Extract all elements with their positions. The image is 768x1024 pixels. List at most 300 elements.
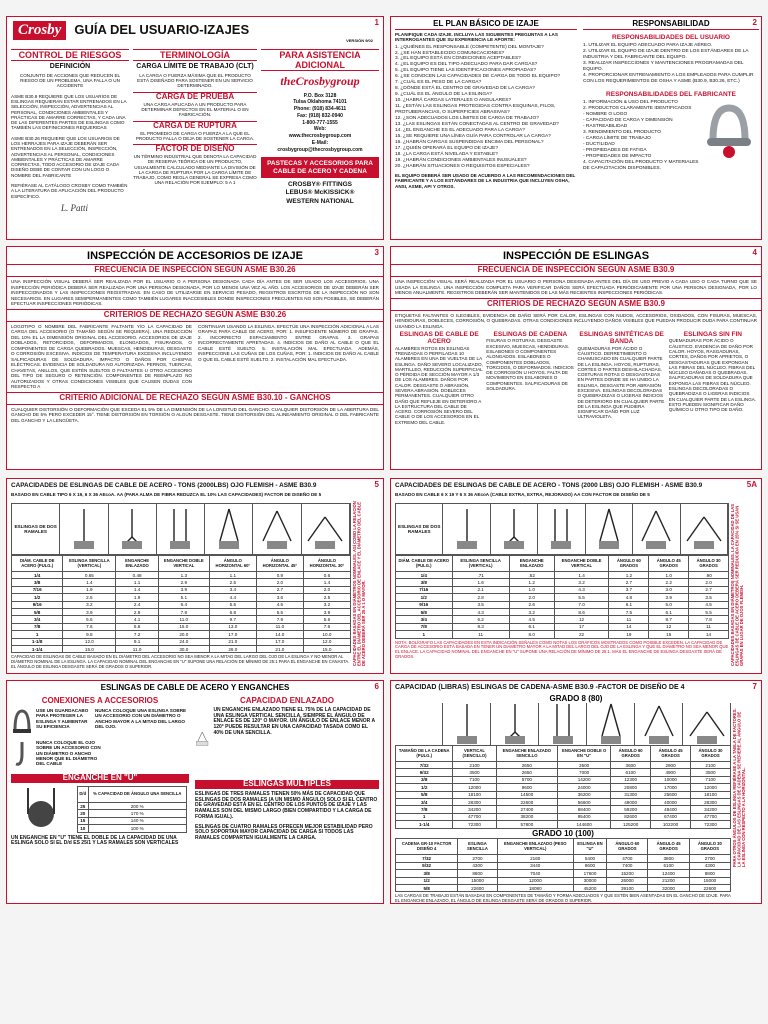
capacity-table <box>11 555 351 653</box>
table-cell: 12400 <box>648 870 689 877</box>
table-cell: 140 % <box>88 817 186 824</box>
table-cell: 1.2 <box>509 579 554 586</box>
table-cell: 24.0 <box>158 638 209 645</box>
column-header: ENGANCHE ENLAZADO SENCILLO <box>496 746 557 762</box>
choker-hitch-icon <box>496 507 532 551</box>
table-cell: 59200 <box>611 806 651 813</box>
table-cell: 102200 <box>651 821 691 828</box>
table-row <box>396 877 731 884</box>
table-cell: 1-1/4 <box>396 821 453 828</box>
table-cell: 3500 <box>558 762 611 769</box>
rejection-heading: CRITERIOS DE RECHAZO SEGÚN ASME B30.26 <box>7 309 383 322</box>
table-cell: 7100 <box>691 776 731 783</box>
table-cell: 30.0 <box>158 645 209 652</box>
hitch-diagram-cell <box>396 504 443 554</box>
hitch-diagram-cell <box>253 504 301 554</box>
table-cell: 7.0 <box>554 601 609 608</box>
two45-hitch-icon <box>641 702 677 746</box>
two60-hitch-icon <box>211 507 247 551</box>
table-cell: 17.0 <box>256 638 303 645</box>
table-header-row <box>396 746 731 762</box>
table-cell: 26000 <box>607 877 648 884</box>
table-cell: 1-1/4 <box>12 645 63 652</box>
table-cell: 7/8 <box>12 623 63 630</box>
table-cell: 48400 <box>651 806 691 813</box>
list-item: 11. ¿ESTÁN LAS ESLINGAS PROTEGIDAS CONTRA ESQUINAS, FILOS, PROTUBERANCIAS, O SUPERFICIES ABRASIVAS? <box>395 104 556 116</box>
table-cell: 9.7 <box>209 616 256 623</box>
term-design-factor: FACTOR DE DISEÑO <box>133 144 257 154</box>
sling-rejection-text: ETIQUETAS FALTANTES O ILEGIBLES, EVIDENCIA DE DAÑO SERÁ POR CALOR, ESLINGAS CON NUDOS, ACCESORIOS, OXIDADOS, CON FISURAS, MUESCAS, HENDIDURAS, DOBLECES, CORROSIÓN, O QUEBRADAS. OTRAS CONDICIONES INCLUYENDO DAÑOS VISIBLES QUE PUEDAN PRODUCIR DUDA PARA CONTINUAR USANDO LA ESLINGA. <box>395 312 757 329</box>
table-cell: 47700 <box>691 813 731 820</box>
column-header: ENGANCHE DOBLE VERTICAL <box>554 556 609 572</box>
table-cell: 0.48 <box>116 572 158 579</box>
lift-plan-title: EL PLAN BÁSICO DE IZAJE <box>395 20 577 30</box>
choker-hitch-icon <box>114 507 150 551</box>
table-cell: 12000 <box>453 784 496 791</box>
table-cell: 6.4 <box>158 601 209 608</box>
table-cell: 7000 <box>558 769 611 776</box>
table-cell: 2.9 <box>116 608 158 615</box>
side-note: CAPACIDADES BASADAS EN DIÁMETROS NOMINALES. LA CAPACIDAD DE LAS ESLINGAS DE CABLE DE ACERO DEBERÁ SER REDUCIDA EN 25% SI SE USAN GRAPAS EN LUGAR DE OJOS FLEMISH. <box>730 503 745 666</box>
column-heading: ESLINGAS SIN FIN <box>683 331 742 339</box>
table-cell: 6.2 <box>452 616 509 623</box>
column-header: ÁNGULO 30 GRADOS <box>689 556 729 572</box>
shackle-image <box>703 100 755 162</box>
table-cell: 5.5 <box>689 608 729 615</box>
table-row <box>396 769 731 776</box>
column-header: CADENA GR-10 FACTOR DISEÑO 4 <box>396 839 458 855</box>
list-item: 2. ¿SE HAN ESTABLECIDO COMUNICACIONES? <box>395 50 505 56</box>
table-cell: 7.8 <box>158 608 209 615</box>
hitch-diagram-cell <box>12 504 60 554</box>
table-cell: 9600 <box>496 784 557 791</box>
table-cell: 12.0 <box>63 638 116 645</box>
table-cell: 1.0 <box>509 586 554 593</box>
address-line: Tulsa Oklahoma 74101 <box>293 99 347 106</box>
shackle-icon <box>703 100 755 162</box>
table-cell: 5.0 <box>649 601 689 608</box>
table-cell: 11.0 <box>116 645 158 652</box>
table-row <box>12 623 351 630</box>
table-cell: 5.6 <box>303 616 350 623</box>
assistance-heading: PARA ASISTENCIA ADICIONAL <box>261 49 379 71</box>
list-item: 13. ¿LAS ESLINGAS ESTÁN CONECTADAS AL CENTRO DE GRAVEDAD? <box>395 122 559 128</box>
table-cell: 67400 <box>651 813 691 820</box>
shackle-icon <box>11 708 33 738</box>
column-header: ÁNGULO 60 GRADOS <box>611 746 651 762</box>
table-cell: 5.1 <box>158 594 209 601</box>
table-header-row <box>12 556 351 572</box>
table-row <box>78 810 187 817</box>
hitch-diagram-cell <box>443 703 491 745</box>
hitch-diagram-cell <box>109 504 157 554</box>
manufacturer-responsibilities-heading: RESPONSABILIDADES DEL FABRICANTE <box>606 91 736 99</box>
table-cell: 5/8 <box>396 885 458 892</box>
column-header: ENGANCHE ENLAZADO <box>509 556 554 572</box>
table-row <box>396 885 731 892</box>
vertical-hitch-icon <box>66 507 102 551</box>
table-row <box>12 616 351 623</box>
table-cell: 170 % <box>88 810 186 817</box>
table-cell: 7400 <box>607 862 648 869</box>
thimble-note: USE UN GUARDACABO PARA PROTEGER LA ESLINGA Y AUMENTAR SU EFICIENCIA <box>36 707 89 729</box>
phone: Phone: (918) 834-4611 <box>293 106 347 113</box>
table-row <box>396 784 731 791</box>
table-row <box>12 579 351 586</box>
table-cell: 5/8 <box>396 608 453 615</box>
table-cell: .71 <box>452 572 509 579</box>
column-header: VERTICAL (SENCILLO) <box>453 746 496 762</box>
table-cell: 200 % <box>88 802 186 809</box>
table-cell: 144600 <box>558 821 611 828</box>
hitch-diagram-cell <box>538 504 585 554</box>
table-row <box>396 586 729 593</box>
multiple-slings-text-2: ESLINGAS DE CUATRO RAMALES OFRECEN MEJOR ESTABILIDAD PERO SOLO SOPORTAN MAYOR CAPACIDAD DE CARGA SI TODOS LAS RAMALES COMPARTEN IGUALMENTE LA CARGA. <box>195 823 373 842</box>
table-cell: 2160 <box>497 855 573 862</box>
table-cell: 10.0 <box>303 631 350 638</box>
list-item: 15. ¿SE REQUIERE UNA LÍNEA GUÍA PARA CONTROLAR LA CARGA? <box>395 134 551 140</box>
list-item: 4. ¿EL EQUIPO ES DEL TIPO ADECUADO PARA DAR CARGAS? <box>395 62 538 68</box>
table-cell: 2700 <box>689 855 730 862</box>
hitch-diagrams <box>11 503 351 555</box>
table-cell: 40000 <box>651 798 691 805</box>
table-row <box>78 817 187 824</box>
term-clt: CARGA LÍMITE DE TRABAJO (CLT) <box>136 63 254 71</box>
table-cell: 6100 <box>611 769 651 776</box>
basket-hitch-icon <box>543 507 579 551</box>
table-cell: 7.8 <box>689 616 729 623</box>
table-cell: 5700 <box>496 776 557 783</box>
lift-plan-intro: PLANIFIQUE CADA IZAJE. INCLUYA LAS SIGUIENTES PREGUNTAS A LAS INTERROGANTES QUE SU EXPERIENCIA LE APORTE: <box>395 31 558 43</box>
column-header: % CAPACIDAD DE ÁNGULO UNA SENCILLA <box>88 786 186 802</box>
hitch-diagram-cell <box>587 703 635 745</box>
table-cell: 47700 <box>453 813 496 820</box>
table-cell: 4900 <box>651 769 691 776</box>
table-cell: 3.9 <box>303 608 350 615</box>
table-cell: 21.0 <box>256 645 303 652</box>
column-header: ÁNGULO 60 GRADOS <box>607 839 648 855</box>
hitch-diagram-cell <box>635 703 683 745</box>
eye-width-note: NUNCA COLOQUE UNA ESLINGA SOBRE UN ACCESORIO CON UN DIÁMETRO O ANCHO MAYOR A LA MITAD DEL LARGO DEL OJO. <box>95 707 187 729</box>
fitting-inspection-title: INSPECCIÓN DE ACCESORIOS DE IZAJE <box>87 250 303 262</box>
panel-1-user-guide <box>6 16 384 240</box>
panel-5a-wire-rope-capacity <box>390 478 762 674</box>
panel-2-lift-plan <box>390 16 762 240</box>
list-item: 19. ¿HABRÁN CONDICIONES AMBIENTALES INUSUALES? <box>395 158 527 164</box>
u-hitch-heading: ENGANCHE EN "U" <box>11 774 189 783</box>
hitch-diagram-cell <box>586 504 633 554</box>
list-item: 3. RENDIMIENTO DEL PRODUCTO <box>583 130 662 136</box>
column-header: DIÁM. CABLE DE ACERO (PULG.) <box>396 556 453 572</box>
table-cell: 3.6 <box>256 594 303 601</box>
list-item: 17. ¿QUIÉN OPERARÁ EL EQUIPO DE IZAJE? <box>395 146 498 152</box>
table-cell: 22600 <box>689 885 730 892</box>
side-note: PARA OTROS ÁNGULOS DE ESLINGA REFIÉRASE A LA TABLA DE FACTORES. LA CAPACIDAD DE LAS ESLINGAS DE CADENA SE REFIERE AL ÁNGULO DE LA ESLINGA CON RESPECTO A LA HORIZONTAL. <box>732 708 747 867</box>
table-row <box>12 594 351 601</box>
table-cell: 17600 <box>573 870 606 877</box>
table-cell: 2650 <box>496 762 557 769</box>
address-line: P.O. Box 3128 <box>303 92 337 99</box>
column-header: TAMAÑO DE LA CADENA (PULG.) <box>396 746 453 762</box>
list-item: - CARGA LÍMITE DE TRABAJO <box>583 136 651 142</box>
table-cell: 7/16 <box>12 586 63 593</box>
table-cell: 21.0 <box>209 638 256 645</box>
table-cell: 13.0 <box>209 623 256 630</box>
risk-paragraph-3: REFIÉRASE AL CATÁLOGO CROSBY COMO TAMBIÉN A LA LITERATURA DE APLICACIÓN DEL PRODUCTO ESPECÍFICO. <box>11 182 128 199</box>
hitch-diagram-cell <box>60 504 108 554</box>
column-heading: ESLINGAS DE CABLE DE ACERO <box>399 331 479 346</box>
table-cell: 8.6 <box>554 608 609 615</box>
table-cell: 4300 <box>458 862 497 869</box>
address-block <box>261 93 379 154</box>
table-cell: 2.0 <box>303 586 350 593</box>
page-title: GUÍA DEL USUARIO-IZAJES <box>74 22 250 38</box>
column-header: ENGANCHE ENLAZADO <box>116 556 158 572</box>
table-cell: 3.2 <box>303 601 350 608</box>
column-header: ESLINGA EN "U" <box>573 839 606 855</box>
column-text: QUEMADURAS POR ÁCIDO O CÁUSTICO. DERRETIMIENTO O CHAMUSCADO EN CUALQUIER PARTE DE LA ESLINGA. HOYOS, RUPTURAS, CORTES O PARTES DESHILACHADAS. COSTURAS ROTAS O DESGASTADAS EN PARTES DONDE SE HA UNIDO LA ESLINGA. DESGASTE POR ABRASIÓN EXCESIVA. ESLINGAS DECOLORADAS O QUEBRADIZAS O LIGERAS INDICIOS DE DETERIORO EN CUALQUIER PARTE DE LA ESLINGA QUE PUDIERA SIGNIFICAR DAÑO POR LUZ ULTRAVIOLETA. <box>577 345 665 420</box>
table-cell: 17.0 <box>209 631 256 638</box>
table-cell: 2100 <box>691 762 731 769</box>
table-cell: 2700 <box>458 855 497 862</box>
table-cell: 2650 <box>496 769 557 776</box>
table-cell: 6.8 <box>209 608 256 615</box>
chain-footnote: LAS CARGAS DE TRABAJO ESTÁN BASADAS EN COMPONENTES DE TAMAÑO Y FORMA ADECUADOS Y QUE ESTÉN BIEN ASENTADAS EN EL GANCHO DE IZAJE. PARA EL ENGANCHE ENLAZADO, EL ÁNGULO DE ESLINGA DESGASTE SERÁ DE GRADOS O SUPERIOR. <box>395 893 731 904</box>
table-cell: 18100 <box>453 791 496 798</box>
sling-frequency-text: UNA INSPECCIÓN VISUAL SERÁ REALIZADA POR EL USUARIO O PERSONA DESIGNADA ANTES DEL DÍA DE USO PREVIO A CADA USO O CADA TURNO QUE SE USADA LA ESLINGA. UNA INSPECCIÓN COMPLETA PARA VERIFICAR DAÑOS SERÁ EFECTUADA PERIÓDICAMENTE POR UNA PERSONA DESIGNADA, POR LO MENOS ANUALMENTE. REGISTROS DEBERÁN SER MANTENIDOS DE LAS MÁS RECIENTES INSPECCIONES PERIÓDICAS. <box>395 279 757 296</box>
column-header: ENGANCHE DOBLE VERTICAL <box>158 556 209 572</box>
list-item: 1. UTILIZAR EL EQUIPO ADECUADO PARA IZAJE AÉREO. <box>583 43 713 49</box>
list-item: 4. CAPACITACIÓN DEL PRODUCTO Y MATERIALES DE CAPACITACIÓN DISPONIBLES. <box>583 160 699 172</box>
table-row <box>12 572 351 579</box>
hitch-diagram-cell <box>683 703 731 745</box>
table-cell: 2.5 <box>63 594 116 601</box>
sling-rejection-heading: CRITERIOS DE RECHAZO SEGÚN ASME B30.9 <box>391 298 761 311</box>
panel-5-wire-rope-capacity <box>6 478 384 674</box>
table-cell: 15.0 <box>303 645 350 652</box>
table-cell: .52 <box>509 572 554 579</box>
column-header: ÁNGULO 45 GRADOS <box>651 746 691 762</box>
table-cell: 9/32 <box>396 862 458 869</box>
list-item: - PROPIEDADES DE IMPACTO <box>583 154 652 160</box>
capacity-footnote: CAPACIDAD DE ESLINGAS DE CABLE BASADO EN EL DIÁMETRO DEL ACCESORIO NO SEA MENOR A LA MITAD DEL LARGO DEL OJO DE LA ESLINGA Y NO MENOR AL DIÁMETRO NOMINAL DE LA ESLINGA. LA CAPACIDAD NOMINAL DEL ENGANCHE EN "U" SUPONE UNA RELACIÓN DE MÍNIMO DE 25:1 PARA EL ENGANCHE EN CANASTA. EL ÁNGULO DE ESLINGA DESGASTE SERÁ DE GRADOS O SUPERIOR. <box>11 654 350 669</box>
rejection-text-right: CONTINUAR USANDO LA ESLINGA. EFECTÚE UNA INSPECCIÓN ADICIONAL A LAS GRAPAS PARA CABLE DE ACERO, POR: 1. INSUFICIENTE NÚMERO DE GRAPAS. 2. INCORRECTO ESPACIAMIENTO ENTRE GRAPAS. 3. GRAPAS INCORRECTAMENTE APRETADAS. 4. INDICIOS DE DAÑO AL CABLE O QUE EL CABLE ESTÉ SUELTO. 5. INSTALACIÓN MAL EFECTUADA. ADEMÁS, INSPECCIONE LAS CUÑAS DE LOS CUÑAS, POR: 1. INDICIOS DE DAÑO AL CABLE O QUE EL CABLE ESTÉ SUELTO. 2. INSTALACIÓN MAL EFECTUADA. <box>198 323 379 362</box>
list-item: 4. PROPORCIONAR ENTRENAMIENTO A LOS EMPLEADOS PARA CUMPLIR CON LOS REQUERIMIENTOS DE OSHA Y ASME (B30.9, B30.26, ETC.) <box>583 73 754 85</box>
table-cell: 68400 <box>558 806 611 813</box>
table-row <box>396 616 729 623</box>
table-cell: 2.7 <box>689 586 729 593</box>
table-cell: 11.0 <box>158 616 209 623</box>
frequency-text: UNA INSPECCIÓN VISUAL DEBERÁ SER REALIZADA POR EL USUARIO O A PERSONA DESIGNADA CADA DÍA ANTES DE SER USADO LOS ACCESORIOS. UNA INSPECCIÓN PERIÓDICA DEBERÁ SER REALIZADA POR UNA PERSONA DESIGNADA, POR LO MENOS UNA VEZ AL AÑO. LOS ACCESORIOS DE IZAJE DEBERÁN SER INSPECCIONADOS Y LAS INSPECCIONES REGISTRADAS. EN CASO DE UTILIZARSE EN SERVICIO PESADO, REGISTROS ESCRITOS DE LA INSPECCIÓN NO SON NECESARIOS. EN LUGARES SEMIPERMANENTES COMO TAMBIÉN LUGARES INACCESIBLES DONDE INSPECCIONES FRECUENTES NO SON POSIBLES, SE DEBERÁN EFECTUAR INSPECCIONES PERIÓDICAS. <box>11 279 379 307</box>
table-row <box>396 572 729 579</box>
two60-hitch-icon <box>591 507 627 551</box>
brands-list <box>261 181 379 206</box>
capacity-table <box>395 555 729 639</box>
table-cell: 8.7 <box>649 616 689 623</box>
table-cell: 5.5 <box>256 608 303 615</box>
table-cell: 9.1 <box>116 638 158 645</box>
term-design-factor-text: UN TÉRMINO INDUSTRIAL QUE DENOTA LA CAPACIDAD DE RESERVA TEÓRICA DE UN PRODUCTO, USUALMENTE CALCULADO MEDIANTE LA DIVISIÓN DE LA CARGA DE RUPTURA POR LA CARGA LÍMITE DE TRABAJO, COMO REGLA GENERAL SE EXPRESA COMO UNA RELACIÓN POR EJEMPLO: 5 A 1 <box>133 154 257 186</box>
column-header: ÁNGULO HORIZONTAL 30° <box>303 556 350 572</box>
connections-heading: CONEXIONES A ACCESORIOS <box>41 696 159 705</box>
brand: LEBUS® McKISSICK® <box>285 189 355 197</box>
hitch-diagram-cell <box>633 504 680 554</box>
hitch-diagram-cell <box>443 504 490 554</box>
table-cell: 5/8 <box>12 608 63 615</box>
table-cell: 1.4 <box>303 579 350 586</box>
table-cell: 7/16 <box>396 586 453 593</box>
table-cell: 6.1 <box>509 623 554 630</box>
choker-capacity-heading: CAPACIDAD ENLAZADO <box>239 696 335 705</box>
user-responsibilities-list <box>583 43 759 85</box>
table-cell: 8.3 <box>452 623 509 630</box>
table-cell: 18080 <box>497 885 573 892</box>
table-cell: 15 <box>649 631 689 638</box>
column-header: ÁNGULO 30 GRADOS <box>691 746 731 762</box>
table-cell: 25600 <box>651 791 691 798</box>
table-cell: 31300 <box>611 791 651 798</box>
terminology-heading: TERMINOLOGÍA <box>133 49 257 61</box>
frequency-heading: FRECUENCIA DE INSPECCIÓN SEGÚN ASME B30.26 <box>7 264 383 277</box>
list-item: 20. ¿HABRÁN SITUACIONES O REQUISITOS ESPECIALES? <box>395 164 530 170</box>
list-item: 1. ¿QUIÉNES EL RESPONSABLE (COMPETENTE) DEL MONTAJE? <box>395 44 544 50</box>
table-cell: 20.0 <box>158 631 209 638</box>
table-cell: 9/32 <box>396 769 453 776</box>
capacity-footnote: NOTA: BOLÍGRAFO LAS CAPACIDADES EN ESTA INDICACIÓN SEÑALES COMO NOTAS LOS GRÁFICOS MOSTRADOS COMO POSIBLE EXCEDEN. LA CAPACIDAD DE CARGA DE ACCESORIO ESTÁ BASADA EN TENER UN DIÁMETRO MAYOR A LA MITAD DEL LARGO DEL OJO DE LA ESLINGA Y QUE EL DIÁMETRO NO SEA MENOR QUE EL ENLACE. LA CAPACIDAD NOMINAL DEL ENGANCHE EN "U" SUPONE UNA RELACIÓN DE MÍNIMO DE 25:1. MÁS EL ENGANCHE DE ESLINGA DESGASTE SERÁ DE GRADOS. <box>395 639 729 659</box>
term-break-load: CARGA DE RUPTURA <box>133 121 257 131</box>
panel-number: 2 <box>752 18 757 27</box>
capacity-title: CAPACIDADES DE ESLINGAS DE CABLE DE ACERO - TONS (2000 LBS) OJO FLEMISH - ASME B30.9 <box>395 482 703 489</box>
column-header: ENGANCHE DOBLE O EN "U" <box>558 746 611 762</box>
table-cell: 5400 <box>573 855 606 862</box>
table-cell: 3.7 <box>609 586 649 593</box>
column-text: ALAMBRES ROTOS EN ESLINGAS TRENZADAS O PERFILADAS 10 ALAMBRES EN UNA DE VUELTAS DE LA ESLINGA. DAÑO SEVERO LOCALIZADO, MARTILLEO, REDUCCIÓN SUPERFICIAL O PÉRDIDA DE SECCIÓN MAYOR A 1/3 DE LOS ALAMBRES. DAÑOS POR CALOR. DESGASTE O ABRASIÓN. SEVERA ABRASIÓN. DOBLECES PERMANENTES. CUALQUIER OTRO DAÑO QUE REFLEJE EN DETERIORO A LA ESTRUCTURA DEL CABLE DE ACERO. CORROSIÓN SEVERO DEL CABLE O DE LOS ACCESORIOS EN EL EXTREMO DEL CABLE. <box>395 345 483 425</box>
capacity-subtitle: BASADO EN CABLE 6 X 19 Y 6 X 36 AEcoA (CABLE EXTRA, EXTRA, REJORADO) AA CON FACTOR DE DISEÑO DE 5 <box>395 492 650 498</box>
panel-4-sling-inspection <box>390 246 762 470</box>
table-cell: 3/8 <box>396 870 458 877</box>
table-row <box>78 802 187 809</box>
table-cell: 1 <box>396 813 453 820</box>
table-cell: 15000 <box>458 877 497 884</box>
table-cell: 18100 <box>691 791 731 798</box>
table-cell: 8600 <box>573 862 606 869</box>
multiple-slings-heading: ESLINGAS MÚLTIPLES <box>195 780 379 789</box>
list-item: 3. REALIZAR INSPECCIONES Y MANTENCIONES PROGRAMADAS DEL EQUIPO. <box>583 61 744 73</box>
table-cell: 0.6 <box>303 572 350 579</box>
two60-hitch-icon <box>593 702 629 746</box>
table-cell: 36200 <box>558 791 611 798</box>
table-row <box>396 855 731 862</box>
list-item: 10. ¿HABRÁ CARGAS LATERALES O ANGULARES? <box>395 98 512 104</box>
table-cell: 95400 <box>558 813 611 820</box>
table-cell: 5.5 <box>554 594 609 601</box>
web-link[interactable]: www.thecrosbygroup.com <box>288 133 352 140</box>
user-responsibilities-heading: RESPONSABILIDADES DEL USUARIO <box>612 33 730 41</box>
table-cell: 7/32 <box>396 855 458 862</box>
email-link[interactable]: crosbygroup@thecrosbygroup.com <box>277 146 363 153</box>
hitch-diagram-cell <box>205 504 253 554</box>
table-cell: 2.0 <box>689 579 729 586</box>
grade-10-heading: GRADO 10 (100) <box>532 828 594 838</box>
table-cell: 17000 <box>651 784 691 791</box>
table-header-row <box>78 786 187 802</box>
table-cell: 3/4 <box>396 798 453 805</box>
table-cell: 0.65 <box>63 572 116 579</box>
list-item: 2. UTILIZAR EL EQUIPO DE IZAJE DENTRO DE LOS ESTÁNDARES DE LA INDUSTRIA Y DEL FABRICANTE DEL EQUIPO. <box>583 49 749 61</box>
column-heading: ESLINGAS SINTÉTICAS DE BANDA <box>579 331 664 346</box>
table-cell: 7.9 <box>256 616 303 623</box>
table-cell: 3.2 <box>554 579 609 586</box>
table-cell: 7.5 <box>609 608 649 615</box>
hitch-diagram-cell <box>491 504 538 554</box>
table-cell: 6.1 <box>609 601 649 608</box>
table-cell: 2.1 <box>452 586 509 593</box>
table-cell: 4.3 <box>554 586 609 593</box>
term-clt-text: LA CARGA O FUERZA MÁXIMA QUE EL PRODUCTO ESTÁ DISEÑADO PARA SOSTENER EN UN SERVICIO DETERMINADO. <box>137 72 253 89</box>
list-item: - RASTREABILIDAD <box>583 124 628 130</box>
table-cell: 4300 <box>689 862 730 869</box>
group-heading: ESLINGAS DE DOS RAMALES <box>14 523 57 534</box>
table-cell: 12300 <box>611 776 651 783</box>
table-cell: 57800 <box>496 821 557 828</box>
table-cell: 2900 <box>651 762 691 769</box>
chain-capacity-title: CAPACIDAD (LIBRAS) ESLINGAS DE CADENA-ASME B30.9 -FACTOR DE DISEÑO DE 4 <box>395 684 685 691</box>
table-cell: 7.6 <box>303 623 350 630</box>
table-cell: 3600 <box>611 762 651 769</box>
capacity-subtitle: BASADO EN CABLE TIPO 6 X 19, 6 X 36 AEcoA. AA (PARA ALMA DE FIBRA REDUZCA EL 10% LAS CAPACIDADES) FACTOR DE DISEÑO DE 5 <box>11 492 322 498</box>
table-cell: 22 <box>554 631 609 638</box>
sling-type-columns <box>391 329 761 427</box>
table-cell: 2.2 <box>649 579 689 586</box>
table-cell: 8.0 <box>509 631 554 638</box>
column-header: ÁNGULO 45 GRADOS <box>649 556 689 572</box>
sling-frequency-heading: FRECUENCIA DE INSPECCIÓN SEGÚN ASME B30.9 <box>391 264 761 277</box>
table-cell: 20 <box>78 810 89 817</box>
table-cell: 3.9 <box>158 586 209 593</box>
multiple-slings-text-1: ESLINGAS DE TRES RAMALES TIENEN 50% MÁS DE CAPACIDAD QUE ESLINGAS DE DOS RAMALES (A UN MISMO ÁNGULO) SOLO SI EL CENTRO DE GRAVEDAD ESTÁ EN EL CENTRO DE LOS PUNTOS DE IZAJE Y LAS RAMALES SON DEL MISMO LARGO (BIEN COMPARTIDO Y LA CARGA DE FORMA IGUAL). <box>195 790 378 820</box>
table-cell: 1.1 <box>116 579 158 586</box>
table-cell: 3/4 <box>12 616 63 623</box>
table-cell: 3800 <box>648 855 689 862</box>
table-cell: 9/16 <box>12 601 63 608</box>
list-item: 7. ¿CUÁL ES EL PESO DE LA CARGA? <box>395 80 482 86</box>
table-cell: 1.3 <box>158 572 209 579</box>
table-cell: 5.5 <box>209 601 256 608</box>
table-cell: 4.4 <box>209 594 256 601</box>
table-cell: 39100 <box>607 885 648 892</box>
table-row <box>12 631 351 638</box>
table-cell: 3.9 <box>649 594 689 601</box>
hitch-diagram-cell <box>157 504 205 554</box>
responsibility-title: RESPONSABILIDAD <box>583 20 759 30</box>
table-row <box>396 813 731 820</box>
table-cell: 12 <box>649 623 689 630</box>
table-cell: 3.0 <box>649 586 689 593</box>
table-cell: 8800 <box>689 870 730 877</box>
panel-number: 6 <box>374 682 379 691</box>
table-cell: 2.9 <box>158 579 209 586</box>
table-cell: 2.0 <box>509 594 554 601</box>
list-item: 16. ¿HABRÁN CARGAS SUSPENDIDAS ENCIMA DEL PERSONAL? <box>395 140 544 146</box>
panel-7-chain-capacity <box>390 680 762 904</box>
table-cell: 4.1 <box>116 616 158 623</box>
column-header: ÁNGULO 30 GRADOS <box>689 839 730 855</box>
term-break-load-text: EL PROMEDIO DE CARGA O FUERZA A LA QUE EL PRODUCTO FALLA O DEJA DE SOSTENER LA CARGA. <box>135 130 255 141</box>
blocks-fittings-box: PASTECAS Y ACCESORIOS PARA CABLE DE ACERO Y CADENA <box>261 157 379 178</box>
list-item: 6. ¿SE CONOCEN LAS CAPACIDADES DE CARGA DE TODO EL EQUIPO? <box>395 74 561 80</box>
basket-hitch-icon <box>162 507 198 551</box>
panel-3-fitting-inspection <box>6 246 384 470</box>
